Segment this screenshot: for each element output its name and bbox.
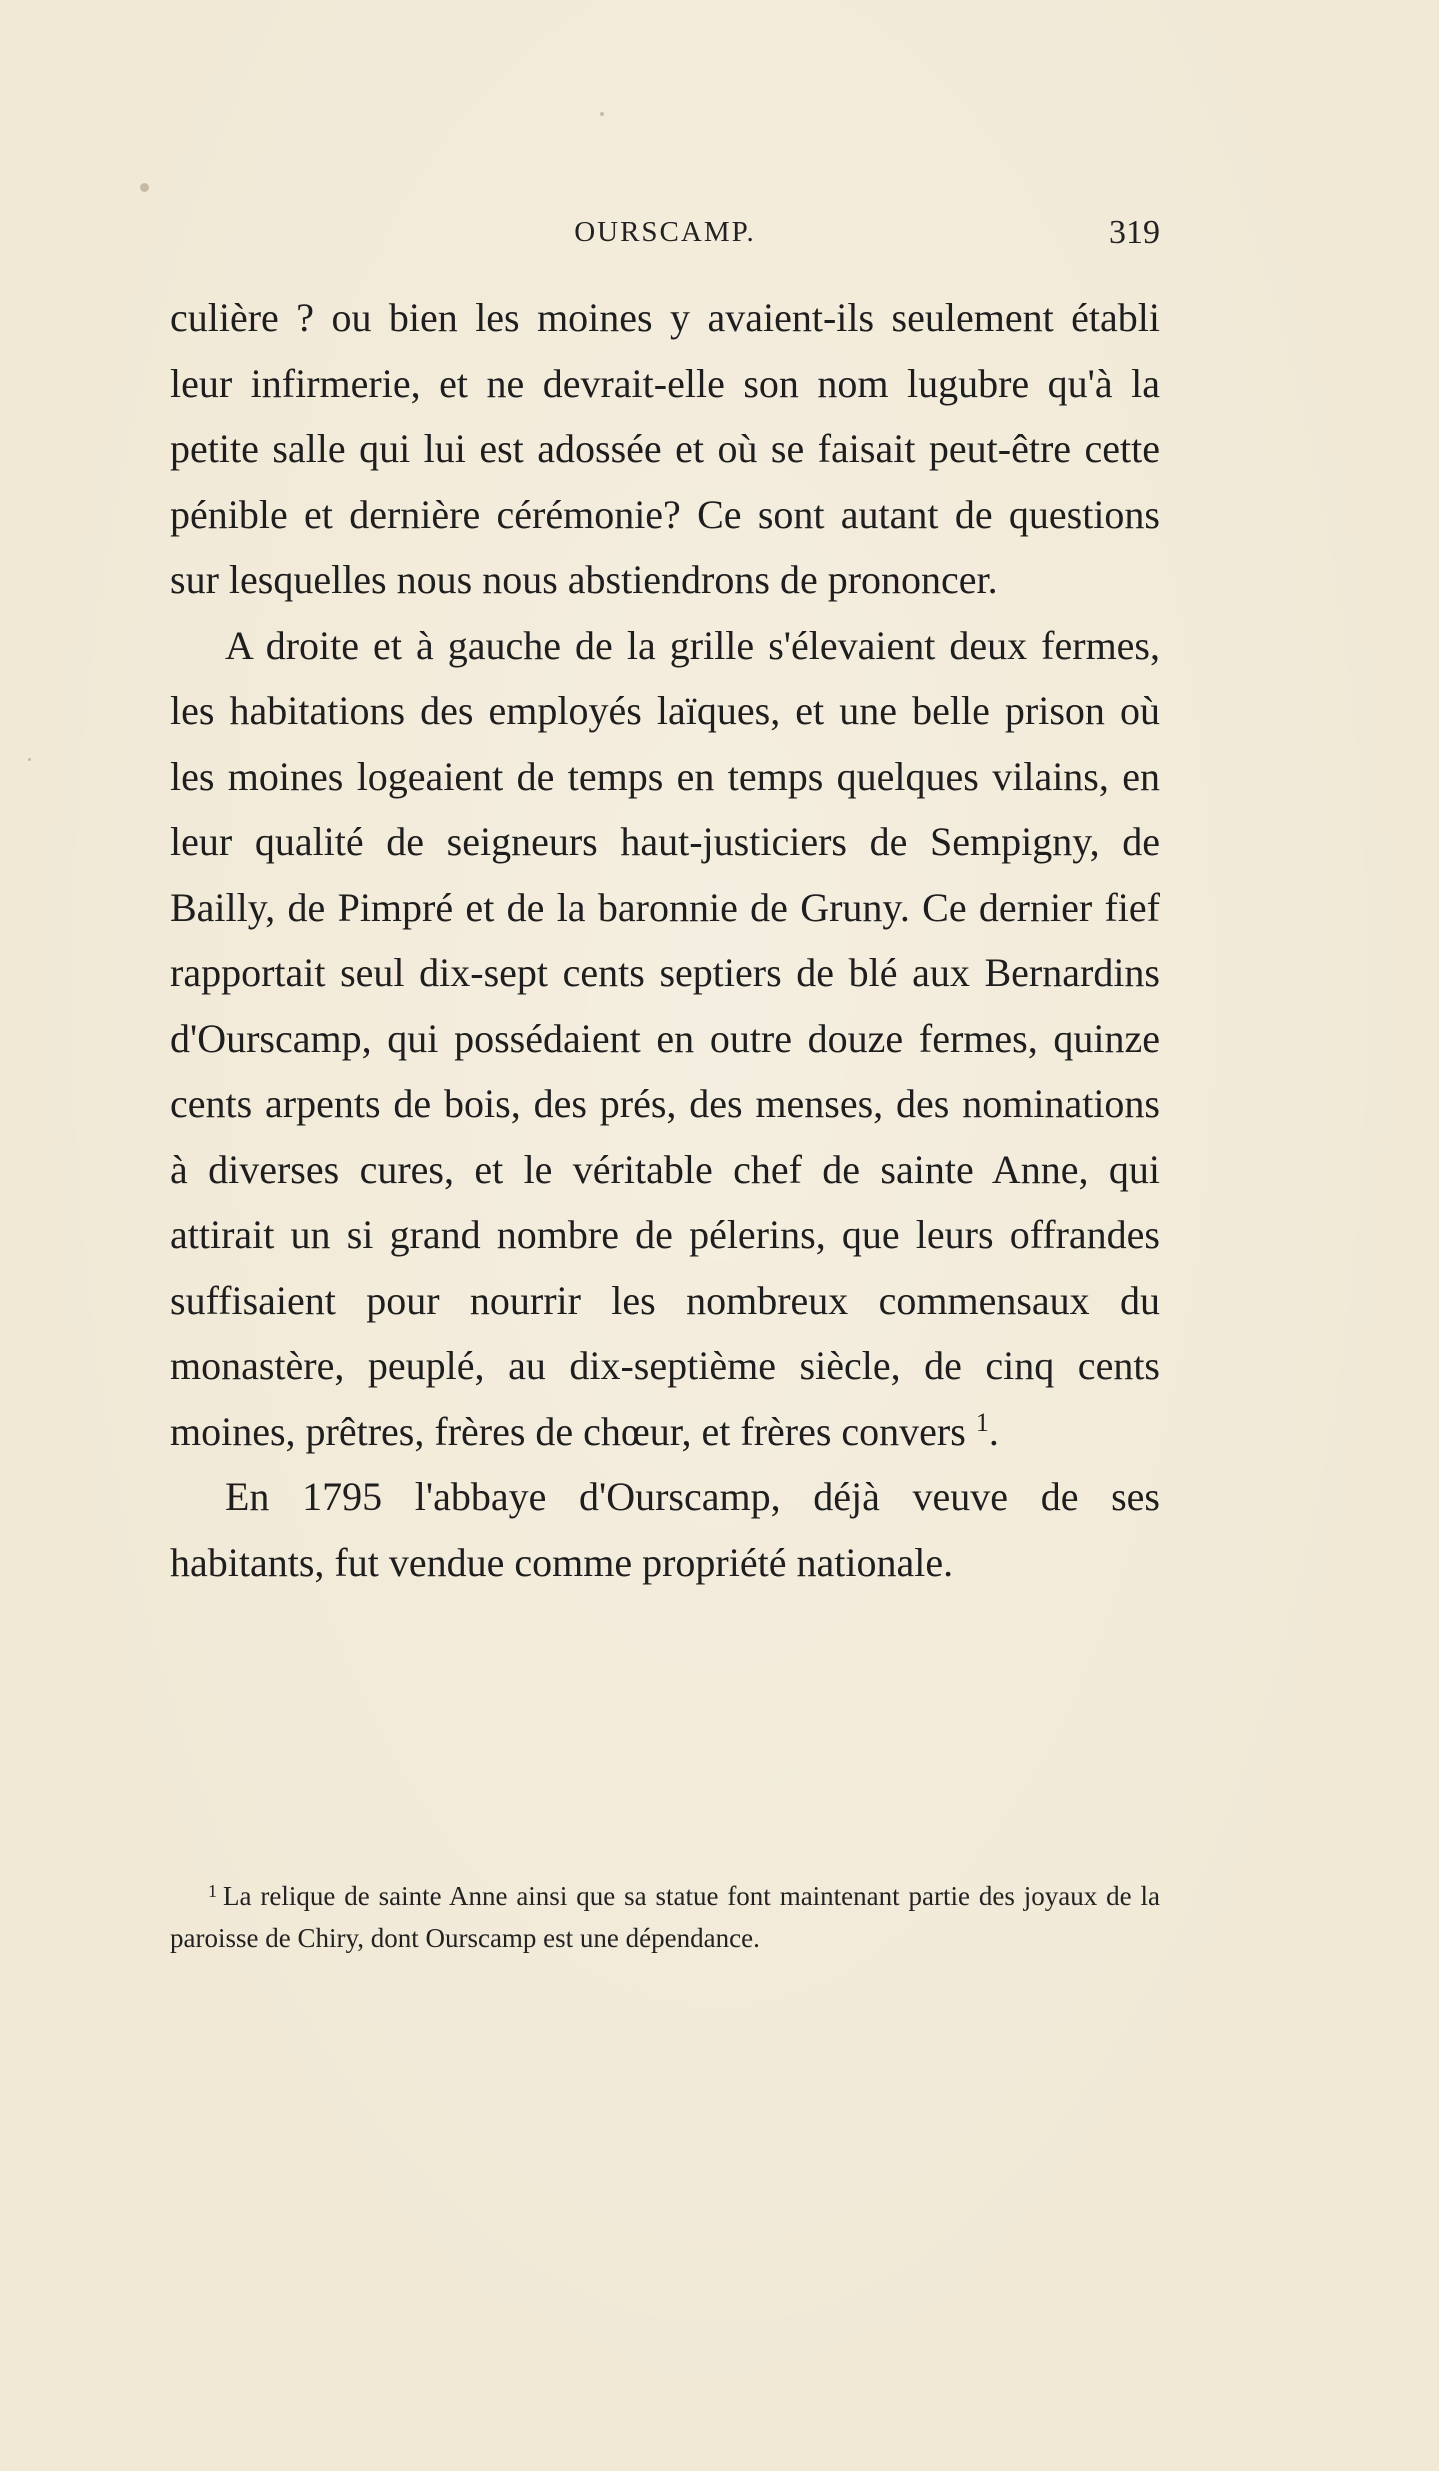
footnote-marker: 1 (208, 1881, 217, 1901)
paper-speck (140, 183, 149, 192)
paper-speck (28, 758, 31, 761)
page-number: 319 (1109, 214, 1160, 251)
paragraph-1 (170, 285, 1160, 613)
body-text (170, 285, 1160, 1595)
paragraph-end-punctuation: . (988, 1408, 999, 1454)
running-head (170, 216, 1160, 256)
footnote-1 (170, 1870, 1160, 1959)
paper-speck (600, 112, 604, 116)
footnote-reference[interactable]: 1 (975, 1407, 989, 1437)
running-title: OURSCAMP. (574, 216, 756, 248)
paragraph-text: En 1795 l'abbaye d'Ourscamp, déjà veuve de ses habitants, fut vendue comme propriété nationale. (170, 1474, 1160, 1585)
paragraph-text: culière ? ou bien les moines y avaient-ils seulement établi leur infirmerie, et ne devrait-elle son nom lugubre qu'à la petite salle qui lui est adossée et où se faisait peut-être cette pénible et dernière cérémonie? Ce sont autant de questions sur lesquelles nous nous abstiendrons de prononcer. (170, 295, 1160, 602)
footnote-text: La relique de sainte Anne ainsi que sa statue font maintenant partie des joyaux de la paroisse de Chiry, dont Ourscamp est une dépendance. (170, 1881, 1160, 1953)
paragraph-3 (170, 1464, 1160, 1595)
paragraph-text: A droite et à gauche de la grille s'élevaient deux fermes, les habitations des employés laïques, et une belle prison où les moines logeaient de temps en temps quelques vilains, en leur qualité de seigneurs haut-justiciers de Sempigny, de Bailly, de Pimpré et de la baronnie de Gruny. Ce dernier fief rapportait seul dix-sept cents septiers de blé aux Bernardins d'Ourscamp, qui possédaient en outre douze fermes, quinze cents arpents de bois, des prés, des menses, des nominations à diverses cures, et le véritable chef de sainte Anne, qui attirait un si grand nombre de pélerins, que leurs offrandes suffisaient pour nourrir les nombreux commensaux du monastère, peuplé, au dix-septième siècle, de cinq cents moines, prêtres, frères de chœur, et frères convers (170, 622, 1160, 1454)
footnotes (170, 1870, 1160, 1959)
paragraph-2 (170, 613, 1160, 1465)
